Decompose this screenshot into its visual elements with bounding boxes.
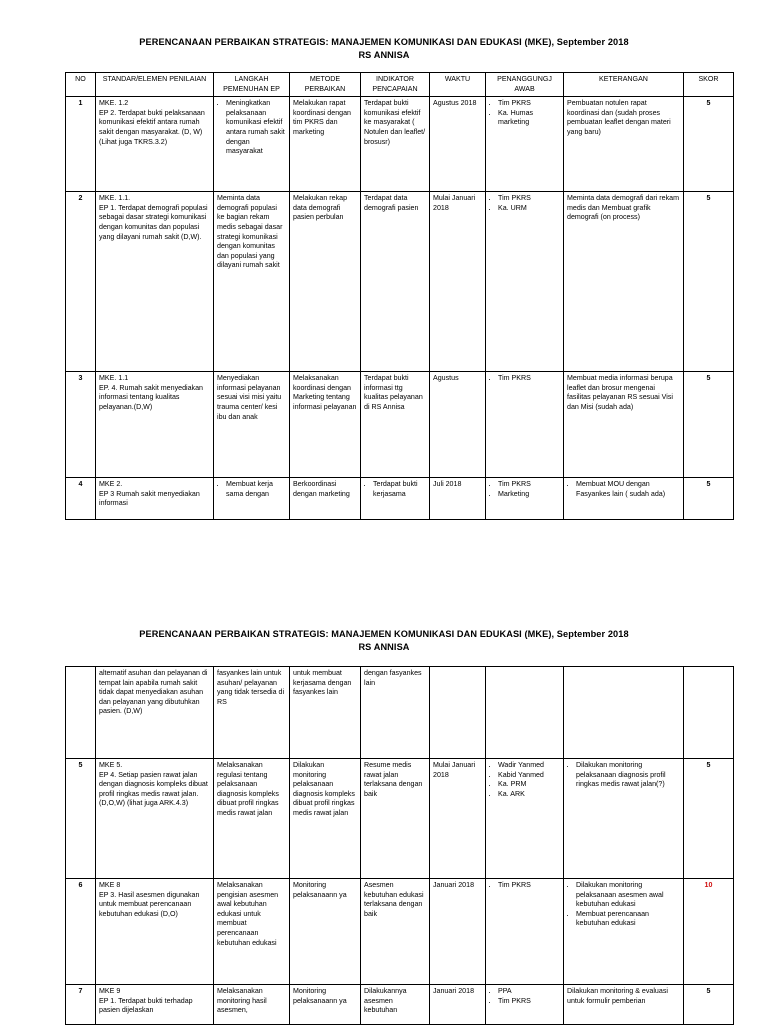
- cell-waktu: Mulai Januari 2018: [430, 192, 486, 372]
- cell-standar: alternatif asuhan dan pelayanan di tempat lain apabila rumah sakit tidak dapat menyediakan asuhan dan pelayanan yang dibutuhkan pasien. (D,W): [96, 667, 214, 759]
- cell-pj: [486, 372, 564, 478]
- plan-table-page-2: [65, 666, 734, 1025]
- bullet-list: [567, 761, 680, 790]
- bullet-list: [489, 374, 560, 384]
- bullet-item: • Tim PKRS: [498, 881, 560, 891]
- bullet-item: • Ka. Humas marketing: [498, 109, 560, 128]
- bullet-list: [489, 194, 560, 213]
- cell-skor: 10: [684, 879, 734, 985]
- cell-no: 5: [66, 759, 96, 879]
- bullet-item: • Ka. ARK: [498, 790, 560, 800]
- cell-pj: [486, 985, 564, 1025]
- cell-no: 7: [66, 985, 96, 1025]
- table-row: [66, 478, 734, 520]
- cell-indikator: Terdapat bukti komunikasi efektif ke masyarakat ( Notulen dan leaflet/ brosusr): [361, 97, 430, 192]
- header-penanggungjawab: PENANGGUNGJ AWAB: [486, 73, 564, 97]
- bullet-item: • Dilakukan monitoring pelaksanaan diagnosis profil ringkas medis rawat jalan(?): [576, 761, 680, 790]
- cell-metode: Berkoordinasi dengan marketing: [290, 478, 361, 520]
- cell-metode: Dilakukan monitoring pelaksanaan diagnosis kompleks dibuat profil ringkas medis rawat jalan: [290, 759, 361, 879]
- bullet-item: • Kabid Yanmed: [498, 771, 560, 781]
- cell-langkah: fasyankes lain untuk asuhan/ pelayanan yang tidak tersedia di RS: [214, 667, 290, 759]
- cell-keterangan: Meminta data demografi dari rekam medis dan Membuat grafik demografi (on process): [564, 192, 684, 372]
- bullet-item: • Tim PKRS: [498, 99, 560, 109]
- table-row: [66, 97, 734, 192]
- cell-metode: Monitoring pelaksanaann ya: [290, 985, 361, 1025]
- table-row: [66, 985, 734, 1025]
- bullet-item: • Tim PKRS: [498, 374, 560, 384]
- header-waktu: WAKTU: [430, 73, 486, 97]
- table-row: [66, 192, 734, 372]
- cell-metode: untuk membuat kerjasama dengan fasyankes lain: [290, 667, 361, 759]
- cell-indikator: Dilakukannya asesmen kebutuhan: [361, 985, 430, 1025]
- bullet-item: • Terdapat bukti kerjasama: [373, 480, 426, 499]
- cell-pj: [486, 97, 564, 192]
- cell-pj: [486, 192, 564, 372]
- cell-standar: MKE 2. EP 3 Rumah sakit menyediakan informasi: [96, 478, 214, 520]
- cell-metode: Monitoring pelaksanaann ya: [290, 879, 361, 985]
- header-keterangan: KETERANGAN: [564, 73, 684, 97]
- cell-keterangan: Dilakukan monitoring & evaluasi untuk formulir pemberian: [564, 985, 684, 1025]
- cell-langkah: [214, 478, 290, 520]
- cell-no: [66, 667, 96, 759]
- cell-pj: [486, 667, 564, 759]
- cell-pj: [486, 759, 564, 879]
- cell-langkah: Meminta data demografi populasi ke bagian rekam medis sebagai dasar strategi komunikasi dengan komunitas dan populasi yang dilayani rumah sakit: [214, 192, 290, 372]
- cell-no: 1: [66, 97, 96, 192]
- cell-keterangan: [564, 879, 684, 985]
- bullet-list: [489, 881, 560, 891]
- cell-indikator: Asesmen kebutuhan edukasi terlaksana dengan baik: [361, 879, 430, 985]
- bullet-list: [489, 99, 560, 128]
- cell-indikator: dengan fasyankes lain: [361, 667, 430, 759]
- cell-langkah: Melaksanakan pengisian asesmen awal kebutuhan edukasi untuk membuat perencanaan kebutuhan edukasi: [214, 879, 290, 985]
- bullet-item: • PPA: [498, 987, 560, 997]
- cell-waktu: Agustus 2018: [430, 97, 486, 192]
- cell-keterangan: [564, 478, 684, 520]
- cell-no: 3: [66, 372, 96, 478]
- cell-standar: MKE. 1.2 EP 2. Terdapat bukti pelaksanaan komunikasi efektif antara rumah sakit dengan masyarakat. (D, W) (Lihat juga TKRS.3.2): [96, 97, 214, 192]
- header-skor: SKOR: [684, 73, 734, 97]
- bullet-item: • Wadir Yanmed: [498, 761, 560, 771]
- cell-langkah: Melaksanakan regulasi tentang pelaksanaan diagnosis kompleks dibuat profil ringkas medis rawat jalan: [214, 759, 290, 879]
- cell-waktu: Juli 2018: [430, 478, 486, 520]
- bullet-item: • Ka. URM: [498, 204, 560, 214]
- bullet-item: • Ka. PRM: [498, 780, 560, 790]
- bullet-list: [364, 480, 426, 499]
- cell-langkah: Menyediakan informasi pelayanan sesuai visi misi yaitu trauma center/ kesi ibu dan anak: [214, 372, 290, 478]
- cell-waktu: Januari 2018: [430, 879, 486, 985]
- cell-no: 6: [66, 879, 96, 985]
- cell-skor: 5: [684, 192, 734, 372]
- bullet-item: • Membuat kerja sama dengan: [226, 480, 286, 499]
- cell-pj: [486, 478, 564, 520]
- bullet-item: • Meningkatkan pelaksanaan komunikasi efektif antara rumah sakit dengan masyarakat: [226, 99, 286, 157]
- cell-langkah: [214, 97, 290, 192]
- cell-no: 4: [66, 478, 96, 520]
- cell-waktu: Januari 2018: [430, 985, 486, 1025]
- cell-waktu: [430, 667, 486, 759]
- cell-standar: MKE. 1.1 EP. 4. Rumah sakit menyediakan informasi tentang kualitas pelayanan.(D,W): [96, 372, 214, 478]
- page-gap: [0, 560, 768, 620]
- cell-indikator: Resume medis rawat jalan terlaksana dengan baik: [361, 759, 430, 879]
- cell-skor: 5: [684, 372, 734, 478]
- bullet-item: • Membuat perencanaan kebutuhan edukasi: [576, 910, 680, 929]
- cell-langkah: Melaksanakan monitoring hasil asesmen,: [214, 985, 290, 1025]
- cell-no: 2: [66, 192, 96, 372]
- bullet-item: • Tim PKRS: [498, 480, 560, 490]
- cell-metode: Melakukan rekap data demografi pasien perbulan: [290, 192, 361, 372]
- header-langkah: LANGKAH PEMENUHAN EP: [214, 73, 290, 97]
- cell-metode: Melaksanakan koordinasi dengan Marketing tentang informasi pelayanan: [290, 372, 361, 478]
- cell-skor: 5: [684, 985, 734, 1025]
- table-header-row: [66, 73, 734, 97]
- bullet-item: • Membuat MOU dengan Fasyankes lain ( sudah ada): [576, 480, 680, 499]
- bullet-item: • Dilakukan monitoring pelaksanaan asesmen awal kebutuhan edukasi: [576, 881, 680, 910]
- cell-indikator: [361, 478, 430, 520]
- cell-keterangan: Membuat media informasi berupa leaflet dan brosur mengenai fasilitas pelayanan RS sesuai Visi dan Misi (sudah ada): [564, 372, 684, 478]
- page-subtitle: RS ANNISA: [358, 50, 410, 60]
- cell-skor: 5: [684, 759, 734, 879]
- bullet-list: [489, 480, 560, 499]
- table-row: [66, 759, 734, 879]
- bullet-list: [567, 480, 680, 499]
- page-title: PERENCANAAN PERBAIKAN STRATEGIS: MANAJEMEN KOMUNIKASI DAN EDUKASI (MKE), September 2018: [139, 37, 629, 47]
- header-indikator: INDIKATOR PENCAPAIAN: [361, 73, 430, 97]
- cell-indikator: Terdapat data demografi pasien: [361, 192, 430, 372]
- page-title: PERENCANAAN PERBAIKAN STRATEGIS: MANAJEMEN KOMUNIKASI DAN EDUKASI (MKE), September 2018: [139, 629, 629, 639]
- bullet-list: [567, 881, 680, 929]
- cell-standar: MKE 9 EP 1. Terdapat bukti terhadap pasien dijelaskan: [96, 985, 214, 1025]
- bullet-list: [489, 761, 560, 799]
- cell-keterangan: [564, 667, 684, 759]
- cell-waktu: Agustus: [430, 372, 486, 478]
- cell-pj: [486, 879, 564, 985]
- cell-keterangan: Pembuatan notulen rapat koordinasi dan (sudah proses pembuatan leaflet dengan materi yang baru): [564, 97, 684, 192]
- bullet-item: • Tim PKRS: [498, 997, 560, 1007]
- plan-table-page-1: [65, 72, 734, 520]
- header-metode: METODE PERBAIKAN: [290, 73, 361, 97]
- cell-keterangan: [564, 759, 684, 879]
- bullet-item: • Marketing: [498, 490, 560, 500]
- header-standar: STANDAR/ELEMEN PENILAIAN: [96, 73, 214, 97]
- cell-skor: 5: [684, 478, 734, 520]
- cell-metode: Melakukan rapat koordinasi dengan tim PKRS dan marketing: [290, 97, 361, 192]
- table-row: [66, 372, 734, 478]
- bullet-item: • Tim PKRS: [498, 194, 560, 204]
- bullet-list: [217, 99, 286, 157]
- cell-skor: 5: [684, 97, 734, 192]
- page-subtitle: RS ANNISA: [358, 642, 410, 652]
- table-row: [66, 879, 734, 985]
- cell-standar: MKE 5. EP 4. Setiap pasien rawat jalan dengan diagnosis kompleks dibuat profil ringkas medis rawat jalan. (D,O,W) (lihat juga ARK.4.3): [96, 759, 214, 879]
- header-no: NO: [66, 73, 96, 97]
- cell-standar: MKE 8 EP 3. Hasil asesmen digunakan untuk membuat perencanaan kebutuhan edukasi (D,O): [96, 879, 214, 985]
- document-page-2: [0, 620, 768, 1024]
- cell-standar: MKE. 1.1. EP 1. Terdapat demografi populasi sebagai dasar strategi komunikasi dengan komunitas dan populasi yang dilayani rumah sakit (D,W).: [96, 192, 214, 372]
- cell-indikator: Terdapat bukti informasi ttg kualitas pelayanan di RS Annisa: [361, 372, 430, 478]
- cell-waktu: Mulai Januari 2018: [430, 759, 486, 879]
- bullet-list: [489, 987, 560, 1006]
- cell-skor: [684, 667, 734, 759]
- table-row: [66, 667, 734, 759]
- bullet-list: [217, 480, 286, 499]
